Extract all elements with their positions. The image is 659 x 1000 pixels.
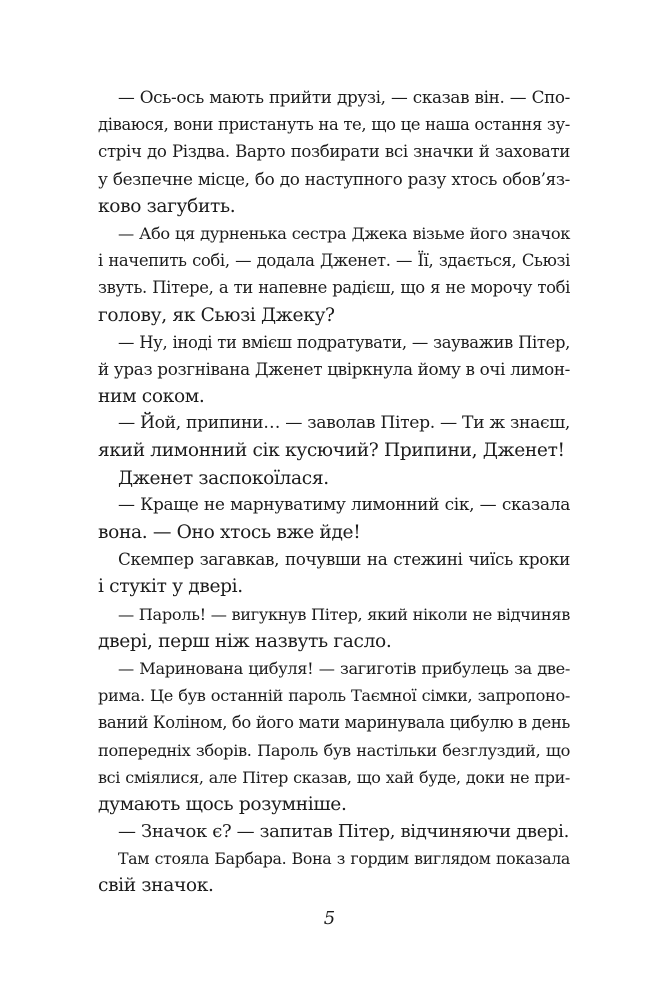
text-line: Там стояла Барбара. Вона з гордим виглядом показала [118, 849, 570, 869]
text-line: у безпечне місце, бо до наступного разу хтось обов’яз- [98, 168, 570, 189]
text-line: ним соком. [98, 386, 205, 408]
text-line: Дженет заспокоїлася. [118, 467, 329, 489]
text-line: і стукіт у двері. [98, 576, 243, 598]
text-line: попередніх зборів. Пароль був настільки безглуздий, що [98, 740, 570, 760]
text-line: голову, як Сьюзі Джеку? [98, 304, 335, 326]
text-line: звуть. Пітере, а ти напевне радієш, що я не морочу тобі [98, 278, 570, 298]
text-line: думають щось розумніше. [98, 793, 347, 815]
text-line: — Краще не марнуватиму лимонний сік, — сказала [118, 494, 570, 515]
text-line: — Значок є? — запитав Пітер, відчиняючи двері. [118, 821, 569, 843]
text-line: — Маринована цибуля! — загиготів прибулець за две- [118, 658, 570, 678]
text-line: і начепить собі, — додала Дженет. — Її, здається, Сьюзі [98, 251, 570, 271]
text-line: й ураз розгнівана Дженет цвіркнула йому в очі лимон- [98, 358, 570, 379]
text-line: рима. Це був останній пароль Таємної сімки, запропоно- [98, 686, 570, 706]
page-number: 5 [323, 908, 336, 929]
text-line: — Або ця дурненька сестра Джека візьме його значок [118, 223, 570, 243]
text-line: всі сміялися, але Пітер сказав, що хай буде, доки не при- [98, 767, 570, 787]
text-line: — Йой, припини… — заволав Пітер. — Ти ж знаєш, [118, 413, 570, 434]
text-line: діваюся, вони пристануть на те, що це наша остання зу- [98, 115, 570, 135]
text-line: — Ну, іноді ти вмієш подратувати, — зауважив Пітер, [118, 332, 570, 352]
text-line: ково загубить. [98, 195, 236, 217]
text-line: Скемпер загавкав, почувши на стежині чиїсь кроки [118, 549, 570, 570]
text-line: вона. — Оно хтось вже йде! [98, 522, 361, 543]
text-line: свій значок. [98, 875, 214, 897]
text-line: двері, перш ніж назвуть гасло. [98, 630, 392, 652]
text-line: ваний Коліном, бо його мати маринувала цибулю в день [98, 713, 570, 733]
text-line: — Ось-ось мають прийти друзі, — сказав він. — Спо- [118, 87, 570, 107]
text-line: — Пароль! — вигукнув Пітер, який ніколи не відчиняв [118, 604, 570, 624]
page-body-text [98, 84, 570, 900]
text-line: який лимонний сік кусючий? Припини, Дженет! [98, 440, 565, 462]
text-line: стріч до Різдва. Варто позбирати всі значки й заховати [98, 142, 570, 162]
